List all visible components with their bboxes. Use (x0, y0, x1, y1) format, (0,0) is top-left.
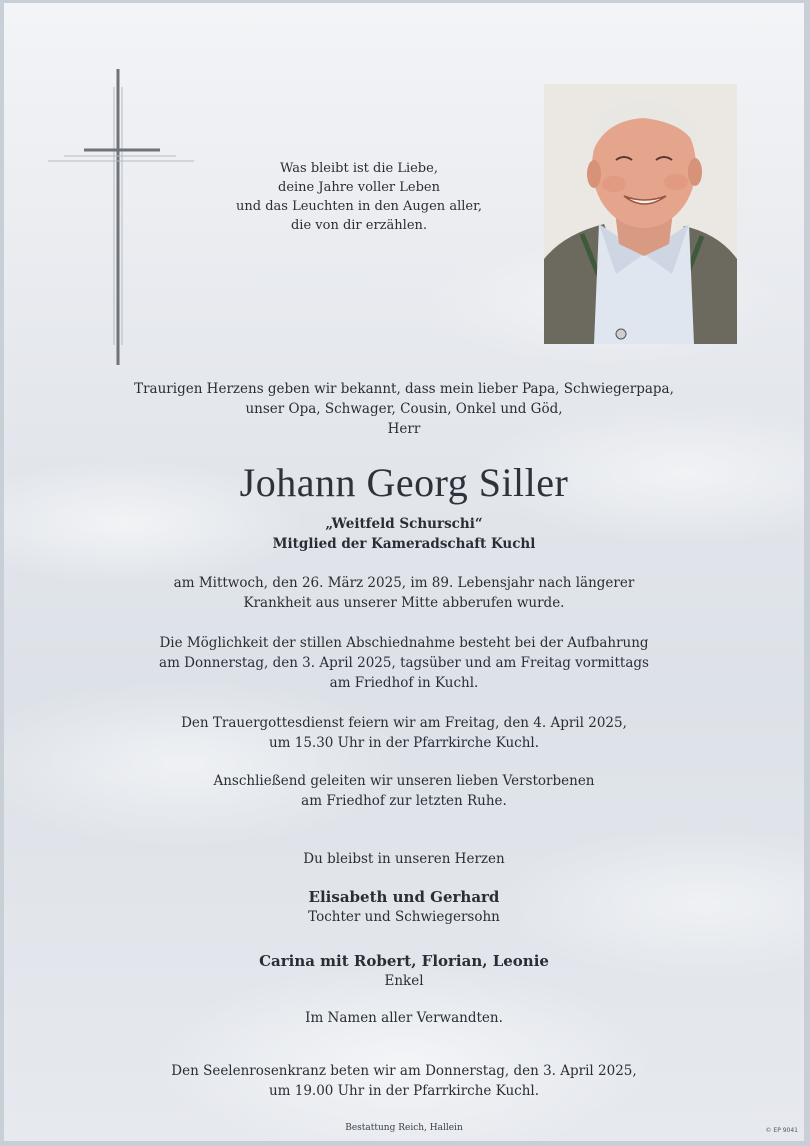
death-notice (4, 573, 804, 613)
burial-notice (4, 771, 804, 811)
text-line: Den Trauergottesdienst feiern wir am Freitag, den 4. April 2025, (181, 715, 627, 731)
text-line: Den Seelenrosenkranz beten wir am Donnerstag, den 3. April 2025, (171, 1063, 637, 1079)
viewing-notice (4, 633, 804, 693)
cross-icon (44, 65, 196, 365)
nickname: „Weitfeld Schurschi“ (325, 516, 483, 532)
rosary-notice (4, 1061, 804, 1101)
intro-line: Traurigen Herzens geben wir bekannt, dass mein lieber Papa, Schwiegerpapa, (134, 381, 674, 397)
text-line: Anschließend geleiten wir unseren lieben Verstorbenen (213, 773, 595, 789)
motto-verse (214, 159, 504, 235)
text-line: um 15.30 Uhr in der Pfarrkirche Kuchl. (268, 735, 540, 751)
text-line: am Friedhof zur letzten Ruhe. (301, 793, 507, 809)
remembrance-line: Du bleibst in unseren Herzen (303, 851, 505, 867)
text-line: Krankheit aus unserer Mitte abberufen wurde. (243, 595, 565, 611)
nickname-block (4, 514, 804, 554)
motto-line: und das Leuchten in den Augen aller, (236, 199, 482, 214)
membership: Mitglied der Kameradschaft Kuchl (272, 536, 536, 552)
text-line: am Friedhof in Kuchl. (329, 675, 479, 691)
intro-text (4, 379, 804, 439)
text-line: Die Möglichkeit der stillen Abschiednahme besteht bei der Aufbahrung (159, 635, 649, 651)
motto-line: die von dir erzählen. (290, 218, 428, 233)
text-line: am Donnerstag, den 3. April 2025, tagsüber und am Freitag vormittags (159, 655, 649, 671)
service-notice (4, 713, 804, 753)
intro-line: Herr (387, 421, 421, 437)
family-relation: Tochter und Schwiegersohn (308, 909, 500, 925)
print-code: © EP 9041 (765, 1127, 798, 1134)
family-entry (4, 887, 804, 927)
obituary-page (4, 3, 804, 1141)
relatives-line: Im Namen aller Verwandten. (305, 1010, 503, 1026)
family-names: Carina mit Robert, Florian, Leonie (259, 952, 549, 970)
intro-line: unser Opa, Schwager, Cousin, Onkel und Göd, (245, 401, 563, 417)
family-relation: Enkel (384, 973, 424, 989)
text-line: um 19.00 Uhr in der Pfarrkirche Kuchl. (268, 1083, 540, 1099)
funeral-home: Bestattung Reich, Hallein (345, 1123, 463, 1133)
text-line: am Mittwoch, den 26. März 2025, im 89. Lebensjahr nach längerer (173, 575, 635, 591)
portrait-photo (544, 84, 737, 344)
motto-line: Was bleibt ist die Liebe, (280, 161, 438, 176)
family-names: Elisabeth und Gerhard (308, 888, 500, 906)
deceased-name: Johann Georg Siller (239, 460, 569, 505)
family-entry (4, 951, 804, 991)
motto-line: deine Jahre voller Leben (278, 180, 440, 195)
